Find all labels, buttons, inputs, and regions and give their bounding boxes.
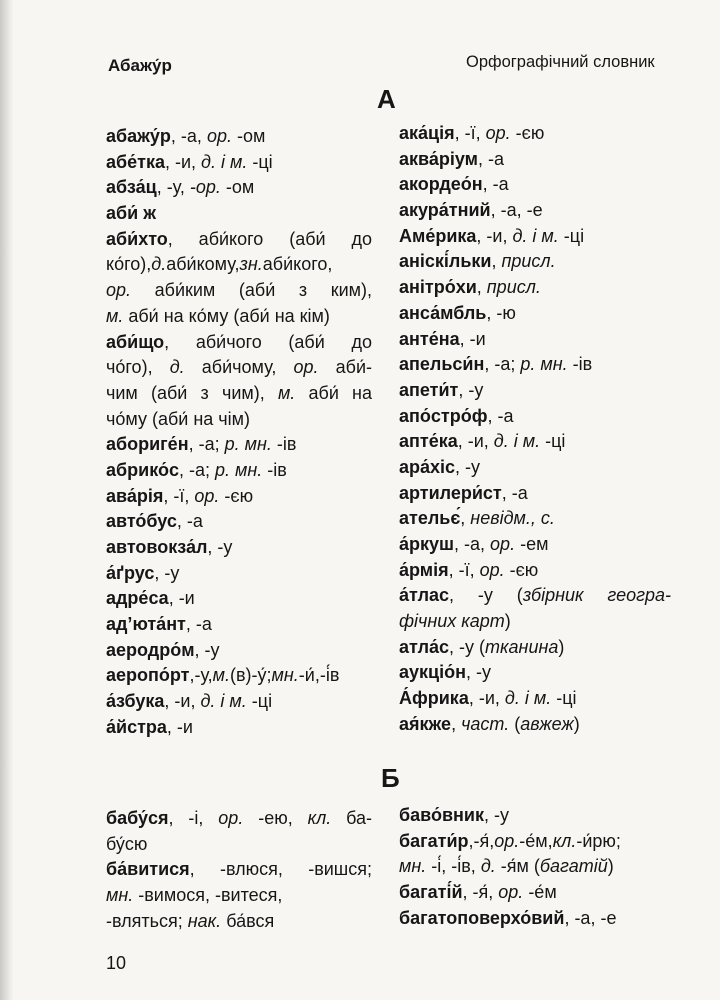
entry-headword: ад’юта́нт — [106, 614, 186, 635]
entry-text: , аби́чого (аби́ до — [164, 331, 372, 352]
grammar-abbreviation: д. і м. — [493, 431, 541, 452]
entry-headword: аеропо́рт — [106, 665, 190, 686]
entry-headword: а́йстра — [106, 716, 167, 737]
dictionary-line — [106, 407, 372, 433]
section-a-left-column — [106, 124, 372, 741]
entry-text: , -у ( — [449, 636, 486, 657]
grammar-abbreviation: част. — [461, 713, 510, 734]
dictionary-line — [399, 803, 671, 829]
grammar-abbreviation: д. і м. — [200, 691, 247, 712]
entry-text: , -а; — [188, 434, 225, 455]
entry-headword: баво́вник — [399, 805, 484, 825]
dictionary-line — [399, 121, 671, 147]
dictionary-line — [399, 583, 671, 609]
dictionary-line — [106, 561, 372, 587]
dictionary-line — [106, 278, 372, 304]
page-binding-shadow — [0, 0, 14, 1000]
dictionary-line — [106, 806, 372, 832]
entry-text: , -и — [459, 328, 486, 349]
page-number: 10 — [106, 953, 127, 973]
grammar-abbreviation: нак. — [187, 910, 222, 931]
dictionary-line — [106, 484, 372, 510]
entry-headword: багати́р — [399, 830, 469, 851]
grammar-abbreviation: присл. — [501, 251, 556, 272]
entry-text: , — [451, 713, 462, 734]
entry-text: , -ю — [486, 302, 516, 323]
dictionary-line — [399, 147, 671, 173]
entry-text: -ці — [247, 151, 273, 172]
section-letter-a: А — [377, 84, 396, 114]
entry-text: , -а — [477, 148, 504, 169]
entry-text: бу́сю — [106, 833, 148, 854]
entry-headword: а́тлас — [399, 585, 450, 606]
entry-text: ) — [607, 856, 614, 877]
entry-text: ) — [504, 611, 511, 632]
entry-text: -вляться; — [106, 910, 188, 931]
entry-text: , -а, -е — [564, 907, 617, 928]
dictionary-line — [399, 712, 671, 738]
grammar-abbreviation: ор. — [293, 357, 319, 378]
entry-text: , -у — [455, 456, 481, 477]
entry-text: ) — [573, 713, 580, 734]
entry-text: , -ї, — [163, 485, 195, 506]
entry-text: ко́го), — [106, 254, 152, 275]
dictionary-line — [399, 275, 671, 301]
grammar-abbreviation: тканина — [485, 636, 559, 657]
entry-text: , -ї, — [454, 123, 486, 143]
grammar-abbreviation: кл. — [552, 830, 577, 851]
entry-headword: ательє́ — [399, 508, 461, 529]
entry-headword: апети́т — [399, 379, 459, 400]
grammar-abbreviation: ор. — [194, 485, 220, 506]
dictionary-line — [399, 249, 671, 275]
dictionary-line — [106, 432, 372, 458]
entry-text: , -і, — [168, 808, 219, 828]
entry-text: -ів — [262, 459, 287, 480]
dictionary-line — [106, 150, 372, 176]
dictionary-line — [106, 535, 372, 561]
entry-headword: аби́хто — [106, 228, 168, 249]
entry-text: -е́м — [523, 882, 557, 903]
entry-headword: аби́що — [106, 331, 165, 352]
entry-text: чо́му (аби́ на чім) — [106, 408, 251, 429]
grammar-abbreviation: м. — [106, 305, 124, 326]
entry-text: , -у ( — [449, 585, 523, 606]
dictionary-line — [399, 880, 671, 906]
entry-text: , -а — [185, 614, 212, 635]
entry-text: -єю — [504, 559, 539, 580]
dictionary-line — [399, 532, 671, 558]
entry-headword: акордео́н — [399, 174, 483, 195]
entry-headword: багаті́й — [399, 882, 463, 903]
entry-headword: автовокза́л — [106, 537, 208, 557]
entry-text: , -и, — [164, 151, 202, 172]
entry-text: -єю — [510, 123, 545, 143]
entry-text: аби́ на — [295, 382, 372, 403]
grammar-abbreviation: д. і м. — [201, 151, 248, 172]
entry-text: аби́чому, — [184, 357, 294, 378]
grammar-abbreviation: ор. — [479, 559, 505, 580]
entry-text: , -влюся, -вишся; — [189, 859, 372, 880]
entry-headword: бабу́ся — [106, 808, 169, 828]
entry-text: , -у — [465, 662, 491, 683]
entry-headword: А́фрика — [399, 688, 469, 709]
dictionary-line — [106, 612, 372, 638]
dictionary-line — [106, 883, 372, 909]
entry-text: ,-я́, — [468, 830, 495, 851]
dictionary-line — [399, 455, 671, 481]
entry-text: , -а; — [484, 354, 521, 375]
dictionary-line — [106, 304, 372, 330]
grammar-abbreviation: ор. — [490, 534, 516, 554]
grammar-abbreviation: авжеж — [520, 713, 574, 734]
entry-text: -я́м ( — [495, 856, 540, 877]
grammar-abbreviation: мн. — [106, 885, 134, 906]
entry-text: , -и, — [476, 225, 513, 246]
entry-text: , -у — [483, 805, 509, 825]
dictionary-line — [399, 558, 671, 584]
entry-text: , -у, — [156, 177, 190, 198]
section-letter-b: Б — [381, 763, 400, 793]
entry-headword: апте́ка — [399, 431, 458, 452]
entry-headword: анте́на — [399, 328, 460, 349]
entry-text: , — [460, 508, 471, 529]
entry-text: -ом — [231, 126, 266, 146]
entry-text: -ом — [220, 177, 255, 198]
grammar-abbreviation: зн. — [239, 254, 263, 275]
grammar-abbreviation: невідм., с. — [470, 508, 555, 529]
section-a-right-column — [399, 121, 671, 738]
grammar-abbreviation: присл. — [486, 277, 541, 298]
dictionary-line — [106, 355, 372, 381]
entry-headword: аби́ ж — [106, 203, 156, 224]
dictionary-line — [399, 506, 671, 532]
entry-text: чо́го), — [106, 357, 170, 378]
entry-text: аби́кого, — [262, 254, 333, 275]
dictionary-line — [106, 201, 372, 227]
entry-text: , -ї, — [448, 559, 480, 580]
entry-headword: абориге́н — [106, 434, 189, 455]
dictionary-line — [106, 458, 372, 484]
dictionary-line — [399, 224, 671, 250]
entry-headword: Аме́рика — [399, 225, 477, 246]
entry-headword: абза́ц — [106, 177, 157, 198]
entry-headword: артилери́ст — [399, 482, 502, 503]
dictionary-line — [106, 689, 372, 715]
dictionary-line — [399, 172, 671, 198]
dictionary-line — [399, 829, 671, 855]
entry-text: -ці — [246, 691, 273, 712]
entry-text: -вимося, -витеся, — [133, 885, 283, 906]
grammar-abbreviation: р. мн. — [520, 354, 568, 375]
dictionary-line — [399, 906, 671, 932]
dictionary-line — [399, 404, 671, 430]
grammar-abbreviation: р. мн. — [224, 434, 272, 455]
grammar-abbreviation: д. і м. — [504, 688, 552, 709]
dictionary-line — [106, 832, 372, 858]
running-headword: Абажу́р — [108, 56, 172, 75]
dictionary-line — [399, 301, 671, 327]
entry-text: , -я́, — [462, 882, 499, 903]
entry-headword: ава́рія — [106, 485, 164, 506]
section-b-left-column — [106, 806, 372, 934]
entry-text: аби́- — [318, 357, 372, 378]
dictionary-line — [106, 663, 372, 689]
entry-text: ба- — [331, 808, 373, 828]
grammar-abbreviation: м. — [212, 665, 230, 686]
entry-text: , -а — [176, 511, 203, 532]
grammar-abbreviation: мн. — [271, 665, 299, 686]
dictionary-line — [106, 857, 372, 883]
entry-text: аби́ на ко́му (аби́ на кім) — [123, 305, 330, 326]
dictionary-line — [106, 909, 372, 935]
dictionary-line — [399, 686, 671, 712]
grammar-abbreviation: кл. — [307, 808, 332, 828]
grammar-abbreviation: ор. — [494, 830, 520, 851]
dictionary-line — [106, 381, 372, 407]
dictionary-line — [399, 378, 671, 404]
entry-text: , -у — [458, 379, 484, 400]
entry-headword: а́рмія — [399, 559, 449, 580]
entry-text: , аби́кого (аби́ до — [167, 228, 372, 249]
section-b-right-column — [399, 803, 671, 931]
entry-headword: апельси́н — [399, 354, 485, 375]
entry-headword: багатоповерхо́вий — [399, 907, 565, 928]
grammar-abbreviation: м. — [277, 382, 296, 403]
grammar-abbreviation: -ор. — [189, 177, 221, 198]
dictionary-line — [399, 352, 671, 378]
entry-headword: а́ґрус — [106, 562, 155, 583]
grammar-abbreviation: д. — [169, 357, 185, 378]
entry-headword: ака́ція — [399, 123, 455, 143]
dictionary-line — [106, 330, 372, 356]
entry-headword: акура́тний — [399, 200, 491, 221]
entry-headword: абажу́р — [106, 126, 171, 146]
entry-text: , — [476, 277, 487, 298]
entry-text: , -а — [487, 405, 514, 426]
entry-text: -и́рю; — [576, 830, 621, 851]
entry-headword: авто́бус — [106, 511, 177, 532]
grammar-abbreviation: багатій — [539, 856, 608, 877]
entry-text: , — [491, 251, 502, 272]
entry-text: -е́м, — [519, 830, 553, 851]
entry-text: , -а, -е — [490, 200, 543, 221]
entry-headword: адре́са — [106, 588, 169, 609]
dictionary-line — [399, 429, 671, 455]
entry-text: , -и, — [457, 431, 494, 452]
dictionary-line — [399, 609, 671, 635]
dictionary-line — [106, 124, 372, 150]
entry-headword: абе́тка — [106, 151, 165, 172]
entry-headword: анса́мбль — [399, 302, 487, 323]
dictionary-line — [399, 660, 671, 686]
entry-text: -ів — [567, 354, 593, 375]
entry-text: -ів — [271, 434, 297, 455]
entry-headword: апо́стро́ф — [399, 405, 488, 426]
entry-text: -ею, — [243, 808, 308, 828]
entry-text: , -у — [194, 639, 220, 660]
entry-headword: а́ркуш — [399, 534, 455, 554]
dictionary-line — [106, 252, 372, 278]
book-title: Орфографічний словник — [466, 53, 655, 71]
grammar-abbreviation: ор. — [218, 808, 244, 828]
entry-headword: а́збука — [106, 691, 165, 712]
entry-text: , -а; — [178, 459, 215, 480]
grammar-abbreviation: збірник геогра- — [522, 585, 671, 606]
grammar-abbreviation: р. мн. — [214, 459, 263, 480]
entry-text: ,-у, — [189, 665, 213, 686]
entry-headword: ба́витися — [106, 859, 190, 880]
entry-text: ) — [558, 636, 565, 657]
dictionary-line — [399, 481, 671, 507]
entry-headword: абрико́с — [106, 459, 179, 480]
entry-text: -ем — [515, 534, 549, 554]
entry-text: , -и, — [164, 691, 201, 712]
dictionary-line — [399, 327, 671, 353]
entry-text: , -у — [154, 562, 180, 583]
entry-text: чим (аби́ з чим), — [106, 382, 278, 403]
entry-text: -ці — [551, 688, 577, 709]
entry-headword: ара́хіс — [399, 456, 456, 477]
entry-headword: анітро́хи — [399, 277, 477, 298]
entry-text: ( — [509, 713, 521, 734]
dictionary-line — [106, 586, 372, 612]
grammar-abbreviation: д. і м. — [512, 225, 559, 246]
grammar-abbreviation: д. — [480, 856, 496, 877]
dictionary-line — [399, 854, 671, 880]
entry-text: -єю — [219, 485, 254, 506]
entry-headword: аукціо́н — [399, 662, 466, 683]
entry-text: , -и, — [468, 688, 505, 709]
entry-text: , -а — [501, 482, 528, 503]
entry-headword: аква́ріум — [399, 148, 478, 169]
grammar-abbreviation: ор. — [498, 882, 524, 903]
dictionary-line — [106, 638, 372, 664]
dictionary-line — [106, 715, 372, 741]
dictionary-line — [106, 227, 372, 253]
entry-headword: ая́кже — [399, 713, 452, 734]
entry-text: , -а, — [170, 126, 207, 146]
entry-text: , -а, — [454, 534, 491, 554]
entry-text: аби́ким (аби́ з ким), — [131, 280, 372, 301]
dictionary-line — [399, 635, 671, 661]
entry-text: , -у — [207, 537, 233, 557]
grammar-abbreviation: мн. — [399, 856, 427, 877]
dictionary-line — [106, 509, 372, 535]
grammar-abbreviation: д. — [151, 254, 167, 275]
entry-text: ба́вся — [221, 910, 275, 931]
entry-text: -і́, -і́в, — [426, 856, 481, 877]
dictionary-line — [106, 175, 372, 201]
entry-headword: аеродро́м — [106, 639, 195, 660]
dictionary-line — [399, 198, 671, 224]
entry-text: аби́кому, — [166, 254, 240, 275]
entry-text: -и́,-і́в — [298, 665, 340, 686]
entry-headword: атла́с — [399, 636, 450, 657]
grammar-abbreviation: ор. — [106, 280, 132, 301]
grammar-abbreviation: ор. — [206, 126, 232, 146]
entry-text: , -и — [168, 588, 195, 609]
entry-text: (в)-у́; — [230, 665, 272, 686]
grammar-abbreviation: ор. — [485, 123, 511, 143]
entry-text: -ці — [558, 225, 585, 246]
entry-text: -ці — [540, 431, 566, 452]
grammar-abbreviation: фічних карт — [399, 611, 505, 632]
entry-headword: аніскі́льки — [399, 251, 492, 272]
entry-text: , -и — [166, 716, 193, 737]
entry-text: , -а — [482, 174, 509, 195]
